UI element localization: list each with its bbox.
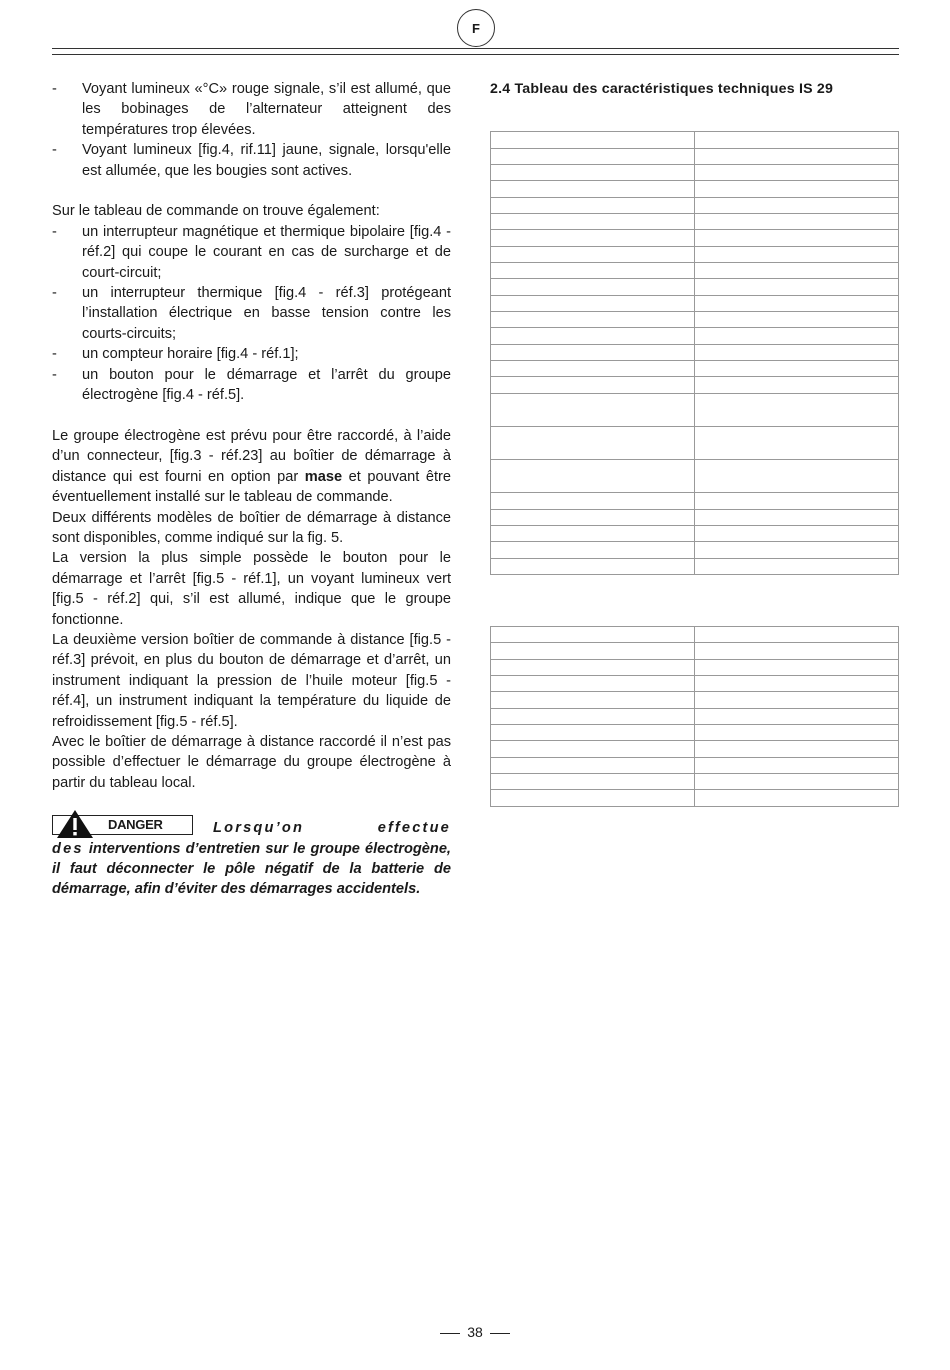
list-item: - un interrupteur thermique [fig.4 - réf.3] protégeant l’installation électrique en basse tension contre les courts-circuits; <box>52 283 451 344</box>
panel-bullet-hour-meter: un compteur horaire [fig.4 - réf.1]; <box>82 346 299 363</box>
table-row <box>491 230 899 247</box>
danger-warning <box>52 815 451 900</box>
danger-lead: Lorsqu’on effectue des <box>52 820 451 857</box>
table-row <box>491 279 899 296</box>
danger-text: interventions d’entretien sur le groupe électrogène, il faut déconnecter le pôle négatif de la batterie de démarrage, afin d’éviter des démarrages accidentels. <box>52 840 451 898</box>
table-row <box>491 149 899 165</box>
table-row <box>491 328 899 345</box>
table-row <box>491 493 899 510</box>
table-row <box>491 377 899 394</box>
paragraph-models: Deux différents modèles de boîtier de démarrage à distance sont disponibles, comme indiqué sur la fig. 5. <box>52 509 451 546</box>
table-row <box>491 559 899 575</box>
table-row <box>491 263 899 279</box>
table-row <box>491 198 899 214</box>
list-item: - un compteur horaire [fig.4 - réf.1]; <box>52 344 451 364</box>
spec-table-2 <box>490 626 899 807</box>
panel-bullet-thermal: un interrupteur thermique [fig.4 - réf.3] protégeant l’installation électrique en basse tension contre les courts-circuits; <box>82 285 451 342</box>
table-row <box>491 774 899 790</box>
table-row <box>491 345 899 361</box>
paragraph-connector: Le groupe électrogène est prévu pour être raccordé, à l’aide d’un connecteur, [fig.3 - réf.23] au boîtier de démarrage à distance qui est fourni en option par mase et pouvant être éventuellement installé sur le tableau de commande. <box>52 427 451 506</box>
paragraph-simple-version: La version la plus simple possède le bouton pour le démarrage et l’arrêt [fig.5 - réf.1], un voyant lumineux vert [fig.5 - réf.2] qui, s’il est allumé, indique que le groupe fonctionne. <box>52 550 451 628</box>
table-row <box>491 542 899 559</box>
table-row <box>491 460 899 493</box>
spec-table-1 <box>490 131 899 575</box>
left-column <box>52 79 451 900</box>
table-row <box>491 165 899 181</box>
table-row <box>491 427 899 460</box>
list-item: - Voyant lumineux «°C» rouge signale, s’il est allumé, que les bobinages de l’alternateur atteignent des températures trop élevées. <box>52 79 451 140</box>
table-row <box>491 510 899 526</box>
header-rule-bottom <box>52 54 899 55</box>
table-row <box>491 214 899 230</box>
section-title: 2.4 Tableau des caractéristiques techniques IS 29 <box>490 81 834 97</box>
table-row <box>491 643 899 660</box>
table-row <box>491 296 899 312</box>
language-badge: F <box>457 9 495 47</box>
list-item: - un bouton pour le démarrage et l’arrêt du groupe électrogène [fig.4 - réf.5]. <box>52 365 451 406</box>
table-row <box>491 361 899 377</box>
table-row <box>491 741 899 758</box>
table-row <box>491 758 899 774</box>
table-row <box>491 660 899 676</box>
panel-intro: Sur le tableau de commande on trouve également: <box>52 203 380 220</box>
table-row <box>491 627 899 643</box>
table-row <box>491 181 899 198</box>
table-row <box>491 132 899 149</box>
table-row <box>491 676 899 692</box>
brand-name: mase <box>304 468 343 485</box>
indicator-red-text: Voyant lumineux «°C» rouge signale, s’il est allumé, que les bobinages de l’alternateur atteignent des températures trop élevées. <box>82 81 451 138</box>
table-row <box>491 526 899 542</box>
table-row <box>491 247 899 263</box>
panel-bullet-start-button: un bouton pour le démarrage et l’arrêt du groupe électrogène [fig.4 - réf.5]. <box>82 366 451 404</box>
paragraph-second-version: La deuxième version boîtier de commande à distance [fig.5 - réf.3] prévoit, en plus du bouton de démarrage et d’arrêt, un instrument indiquant la pression de l’huile moteur [fig.5 - réf.4], un instrument indiquant la température du liquide de refroidissement [fig.5 - réf.5]. <box>52 631 451 730</box>
danger-label: DANGER <box>52 815 193 835</box>
indicator-yellow-text: Voyant lumineux [fig.4, rif.11] jaune, signale, lorsqu'elle est allumée, que les bougies sont actives. <box>82 142 451 179</box>
table-row <box>491 709 899 725</box>
list-item: - Voyant lumineux [fig.4, rif.11] jaune, signale, lorsqu'elle est allumée, que les bougies sont actives. <box>52 140 451 181</box>
list-item: - un interrupteur magnétique et thermique bipolaire [fig.4 - réf.2] qui coupe le courant en cas de surcharge et de court-circuit; <box>52 222 451 283</box>
table-row <box>491 692 899 709</box>
warning-triangle-icon <box>55 809 95 839</box>
page-number: 38 <box>0 1324 950 1340</box>
table-row <box>491 725 899 741</box>
paragraph-remote-note: Avec le boîtier de démarrage à distance raccordé il n’est pas possible d’effectuer le démarrage du groupe électrogène à partir du tableau local. <box>52 733 451 791</box>
table-row <box>491 790 899 807</box>
panel-bullet-breaker: un interrupteur magnétique et thermique bipolaire [fig.4 - réf.2] qui coupe le courant en cas de surcharge et de court-circuit; <box>82 223 451 281</box>
header-rule-top <box>52 48 899 49</box>
table-row <box>491 312 899 328</box>
table-row <box>491 394 899 427</box>
